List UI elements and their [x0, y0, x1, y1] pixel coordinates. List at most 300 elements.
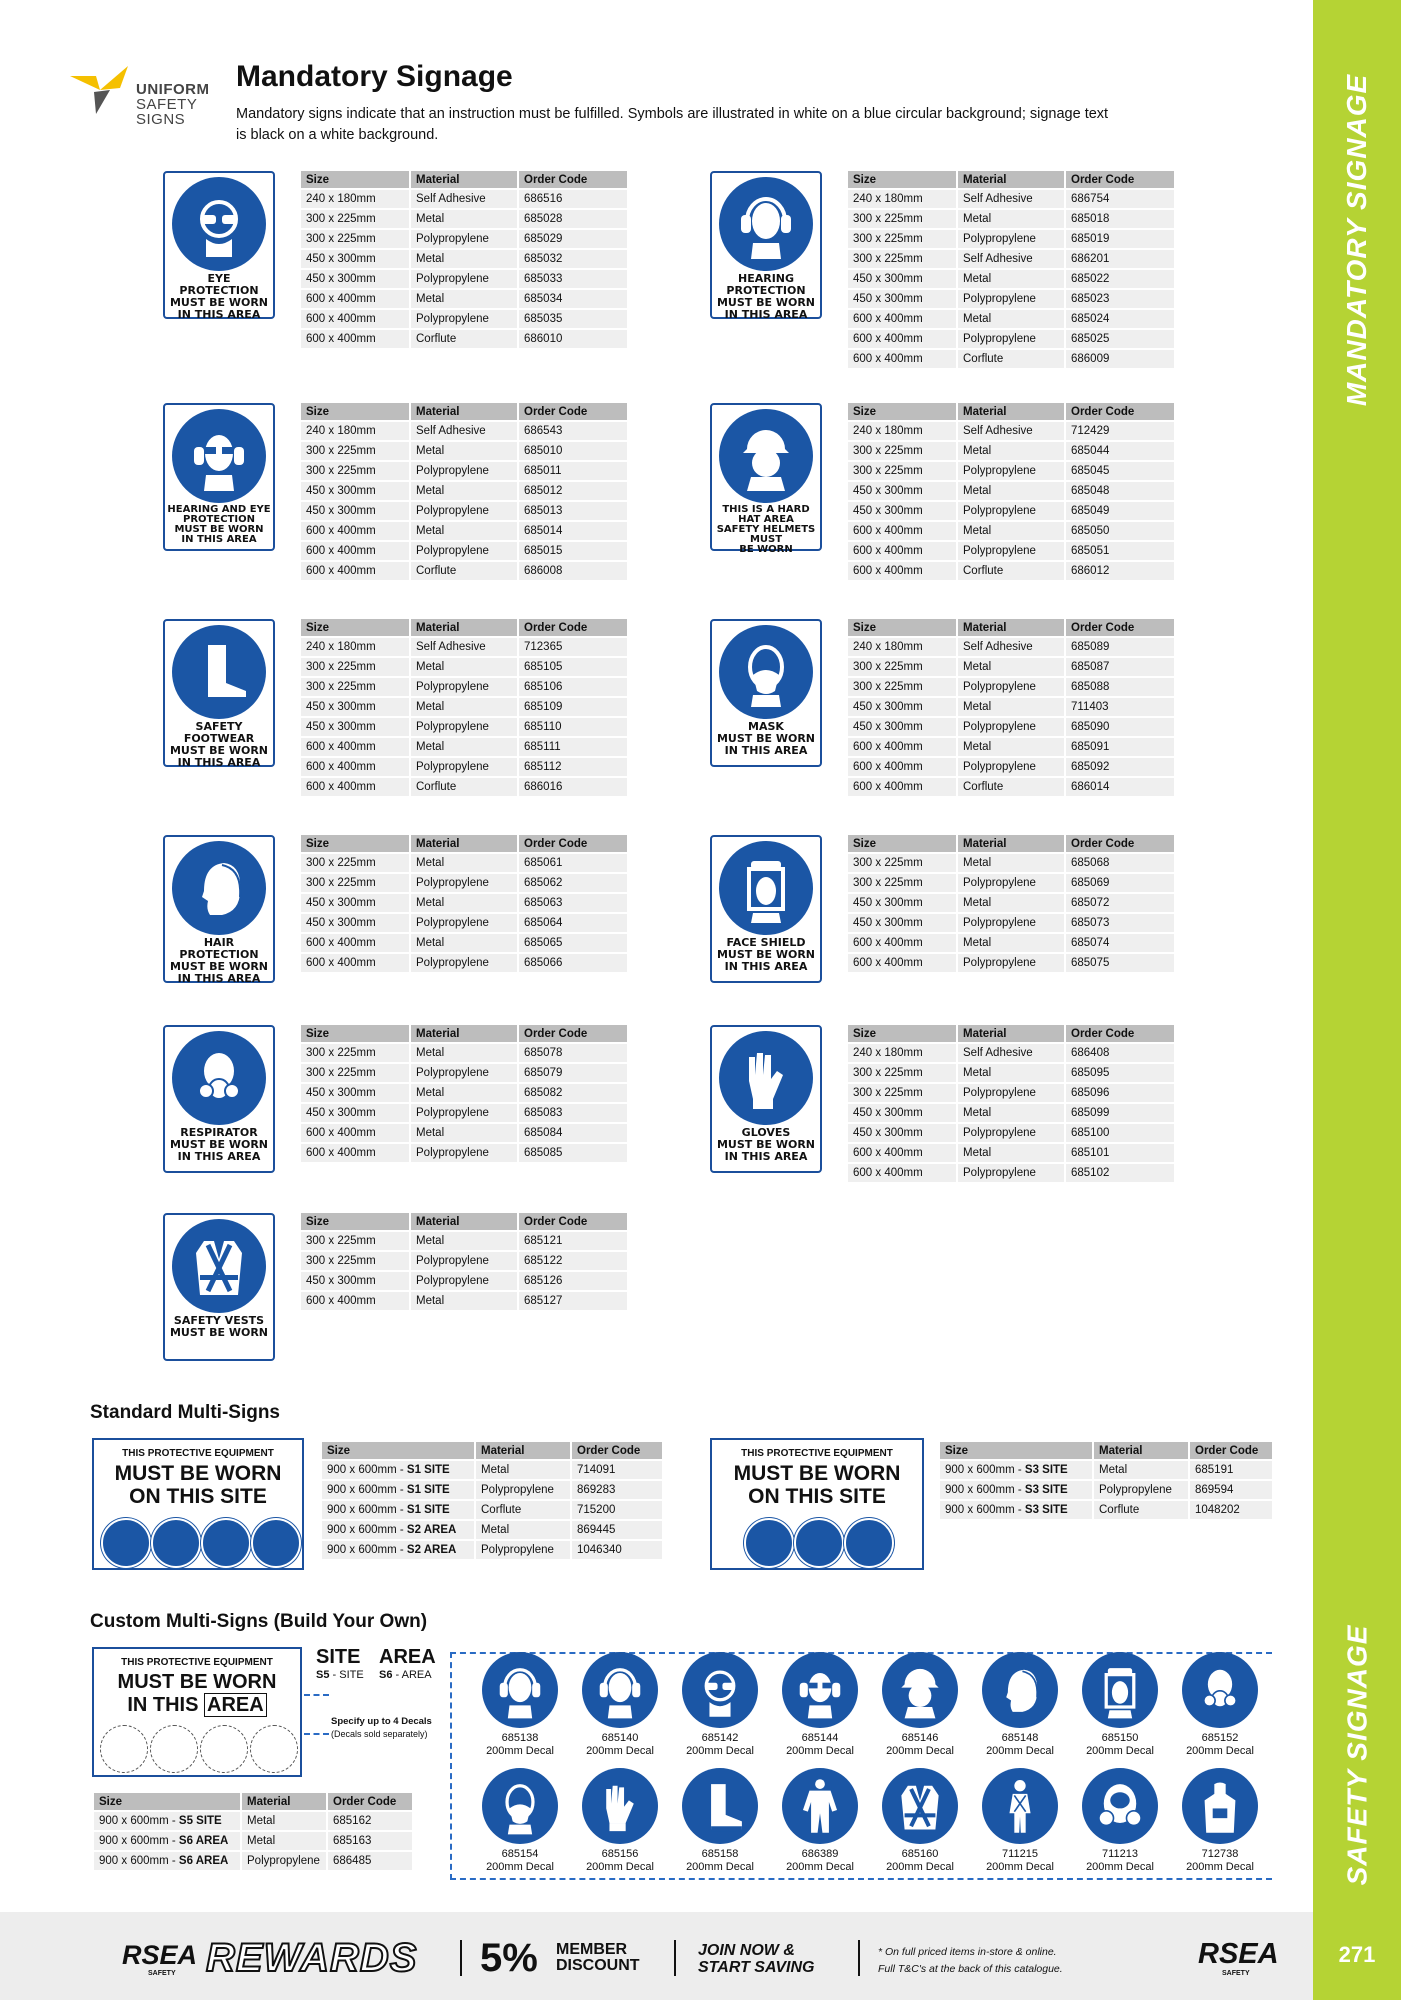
table-row — [301, 562, 627, 580]
table-row — [848, 522, 1174, 540]
table-row — [301, 210, 627, 228]
decal-label: 200mm Decal — [986, 1745, 1054, 1757]
table-row — [301, 658, 627, 676]
col-material: Material — [958, 835, 1064, 852]
col-code: Order Code — [1066, 619, 1174, 636]
col-material: Material — [411, 1025, 517, 1042]
cell-code: 685034 — [519, 290, 627, 308]
col-size: Size — [301, 171, 409, 188]
cell-material: Metal — [242, 1812, 326, 1830]
decal-label: 200mm Decal — [486, 1745, 554, 1757]
col-material: Material — [242, 1793, 326, 1810]
table-row — [940, 1461, 1272, 1479]
cell-material: Metal — [411, 1232, 517, 1250]
cell-code: 685062 — [519, 874, 627, 892]
sign-safety-footwear — [163, 619, 275, 767]
rsea-logo-right-sub: SAFETY — [1222, 1970, 1250, 1977]
cell-size: 450 x 300mm — [848, 698, 956, 716]
table-row — [848, 562, 1174, 580]
cell-code: 685048 — [1066, 482, 1174, 500]
table-row — [848, 1164, 1174, 1182]
cell-code: 685100 — [1066, 1124, 1174, 1142]
cell-material: Metal — [242, 1832, 326, 1850]
decal-685158 — [675, 1768, 765, 1874]
cell-material: Polypropylene — [476, 1481, 570, 1499]
cell-material: Polypropylene — [411, 542, 517, 560]
cell-code: 685051 — [1066, 542, 1174, 560]
table-row — [301, 718, 627, 736]
cell-code: 685013 — [519, 502, 627, 520]
col-size: Size — [94, 1793, 240, 1810]
col-material: Material — [958, 403, 1064, 420]
cell-code: 685121 — [519, 1232, 627, 1250]
rsea-logo-right: RSEA — [1198, 1938, 1279, 1970]
cell-code: 685019 — [1066, 230, 1174, 248]
hearing-eye-protection-icon — [782, 1652, 858, 1728]
cell-size: 900 x 600mm - S1 SITE — [322, 1501, 474, 1519]
standard-multi-title: Standard Multi-Signs — [90, 1402, 280, 1423]
cell-size: 300 x 225mm — [848, 210, 956, 228]
table-row — [301, 1104, 627, 1122]
col-size: Size — [848, 1025, 956, 1042]
cell-size: 600 x 400mm — [301, 954, 409, 972]
cell-size: 600 x 400mm — [848, 778, 956, 796]
cell-size: 600 x 400mm — [301, 310, 409, 328]
cell-size: 600 x 400mm — [301, 758, 409, 776]
safety-footwear-icon — [172, 625, 266, 719]
cell-size: 900 x 600mm - S6 AREA — [94, 1832, 240, 1850]
spec-table — [846, 401, 1176, 582]
cell-material: Polypropylene — [411, 270, 517, 288]
decal-code: 685146 — [901, 1732, 939, 1744]
cell-material: Self Adhesive — [958, 190, 1064, 208]
cell-size: 300 x 225mm — [848, 658, 956, 676]
cell-material: Polypropylene — [411, 1104, 517, 1122]
table-row — [301, 482, 627, 500]
table-row — [848, 658, 1174, 676]
col-material: Material — [958, 1025, 1064, 1042]
cell-code: 685110 — [519, 718, 627, 736]
col-size: Size — [301, 1213, 409, 1230]
cell-size: 300 x 225mm — [848, 250, 956, 268]
sign-hair-protection — [163, 835, 275, 983]
table-row — [848, 934, 1174, 952]
decal-685148 — [975, 1652, 1065, 1758]
safety-vest-icon — [844, 1518, 894, 1568]
decal-label: 200mm Decal — [686, 1745, 754, 1757]
col-code: Order Code — [519, 171, 627, 188]
multi-sign-small-text: THIS PROTECTIVE EQUIPMENT — [122, 1448, 274, 1459]
spec-table — [846, 169, 1176, 370]
cell-code: 685018 — [1066, 210, 1174, 228]
cell-material: Polypropylene — [1094, 1481, 1188, 1499]
table-row — [301, 894, 627, 912]
table-row — [848, 230, 1174, 248]
decal-code: 685140 — [601, 1732, 639, 1744]
cell-material: Polypropylene — [411, 1064, 517, 1082]
cell-material: Metal — [1094, 1461, 1188, 1479]
cell-code: 685035 — [519, 310, 627, 328]
cell-material: Corflute — [411, 330, 517, 348]
col-material: Material — [1094, 1442, 1188, 1459]
col-material: Material — [411, 619, 517, 636]
decal-label: 200mm Decal — [1086, 1745, 1154, 1757]
site-option-code: S5 - SITE — [316, 1669, 364, 1681]
col-size: Size — [848, 835, 956, 852]
cell-code: 685023 — [1066, 290, 1174, 308]
cell-size: 900 x 600mm - S3 SITE — [940, 1481, 1092, 1499]
cell-material: Polypropylene — [411, 678, 517, 696]
cell-size: 300 x 225mm — [301, 658, 409, 676]
hard-hat-icon — [882, 1652, 958, 1728]
cell-code: 685085 — [519, 1144, 627, 1162]
table-row — [301, 638, 627, 656]
decal-685146 — [875, 1652, 965, 1758]
decal-label: 200mm Decal — [886, 1745, 954, 1757]
cell-size: 600 x 400mm — [848, 310, 956, 328]
cell-code: 685075 — [1066, 954, 1174, 972]
cell-material: Corflute — [958, 778, 1064, 796]
standard-table-2 — [938, 1440, 1274, 1521]
multi-sign-site-2 — [710, 1438, 924, 1570]
harness-icon — [982, 1768, 1058, 1844]
cell-size: 600 x 400mm — [848, 542, 956, 560]
cell-size: 300 x 225mm — [848, 874, 956, 892]
sign-mask — [710, 619, 822, 767]
cell-material: Metal — [958, 482, 1064, 500]
cell-size: 600 x 400mm — [848, 934, 956, 952]
area-option-code: S6 - AREA — [379, 1669, 432, 1681]
cell-size: 600 x 400mm — [301, 542, 409, 560]
decal-label: 200mm Decal — [786, 1745, 854, 1757]
decal-slot-1 — [100, 1725, 148, 1773]
table-row — [301, 934, 627, 952]
eye-protection-icon — [101, 1518, 151, 1568]
cell-material: Corflute — [476, 1501, 570, 1519]
custom-sign-small-text: THIS PROTECTIVE EQUIPMENT — [121, 1657, 273, 1668]
cell-size: 300 x 225mm — [301, 462, 409, 480]
cell-code: 685126 — [519, 1272, 627, 1290]
cell-code: 685088 — [1066, 678, 1174, 696]
decal-685144 — [775, 1652, 865, 1758]
table-row — [301, 758, 627, 776]
cell-material: Self Adhesive — [411, 190, 517, 208]
decal-685140 — [575, 1652, 665, 1758]
col-size: Size — [848, 619, 956, 636]
mask-icon — [719, 625, 813, 719]
decal-712738 — [1175, 1768, 1265, 1874]
cell-material: Self Adhesive — [411, 638, 517, 656]
cell-code: 685024 — [1066, 310, 1174, 328]
table-row — [940, 1481, 1272, 1499]
cell-code: 685191 — [1190, 1461, 1272, 1479]
cell-material: Polypropylene — [411, 954, 517, 972]
cell-code: 685063 — [519, 894, 627, 912]
hearing-protection-icon — [719, 177, 813, 271]
cell-material: Polypropylene — [411, 914, 517, 932]
col-material: Material — [411, 1213, 517, 1230]
safety-vest-icon — [251, 1518, 301, 1568]
page-number: 271 — [1338, 1942, 1376, 1967]
decal-code: 685160 — [901, 1848, 939, 1860]
divider — [858, 1940, 860, 1976]
decal-code: 685156 — [601, 1848, 639, 1860]
join-now-link[interactable]: JOIN NOW & START SAVING — [698, 1942, 815, 1976]
table-row — [848, 914, 1174, 932]
cell-code: 686014 — [1066, 778, 1174, 796]
cell-material: Metal — [958, 934, 1064, 952]
spec-table — [846, 1023, 1176, 1184]
cell-material: Corflute — [958, 562, 1064, 580]
table-row — [848, 738, 1174, 756]
cell-size: 600 x 400mm — [848, 522, 956, 540]
cell-size: 600 x 400mm — [301, 562, 409, 580]
col-code: Order Code — [519, 835, 627, 852]
cell-material: Metal — [411, 1044, 517, 1062]
decal-label: 200mm Decal — [1186, 1861, 1254, 1873]
cell-size: 600 x 400mm — [848, 758, 956, 776]
cell-size: 300 x 225mm — [848, 462, 956, 480]
cell-material: Metal — [411, 442, 517, 460]
cell-code: 685127 — [519, 1292, 627, 1310]
cell-code: 715200 — [572, 1501, 662, 1519]
gloves-icon — [582, 1768, 658, 1844]
table-row — [301, 1292, 627, 1310]
cell-size: 240 x 180mm — [301, 638, 409, 656]
cell-code: 685078 — [519, 1044, 627, 1062]
table-row — [322, 1461, 662, 1479]
decal-685138 — [475, 1652, 565, 1758]
table-row — [301, 1084, 627, 1102]
decal-label: 200mm Decal — [1086, 1861, 1154, 1873]
table-row — [848, 482, 1174, 500]
decal-685160 — [875, 1768, 965, 1874]
cell-size: 300 x 225mm — [301, 854, 409, 872]
cell-size: 600 x 400mm — [848, 330, 956, 348]
decal-label: 200mm Decal — [986, 1861, 1054, 1873]
table-row — [94, 1832, 412, 1850]
table-row — [301, 502, 627, 520]
cell-size: 600 x 400mm — [301, 1292, 409, 1310]
decal-685150 — [1075, 1652, 1165, 1758]
brand-line-1: UNIFORM — [136, 81, 210, 98]
cell-code: 685029 — [519, 230, 627, 248]
cell-code: 685109 — [519, 698, 627, 716]
cell-code: 685105 — [519, 658, 627, 676]
sign-eye-protection — [163, 171, 275, 319]
cell-code: 685106 — [519, 678, 627, 696]
cell-material: Polypropylene — [958, 874, 1064, 892]
table-row — [301, 1064, 627, 1082]
cell-code: 685163 — [328, 1832, 412, 1850]
table-row — [940, 1501, 1272, 1519]
hair-protection-icon — [982, 1652, 1058, 1728]
cell-code: 685049 — [1066, 502, 1174, 520]
spec-table — [299, 1211, 629, 1312]
table-row — [301, 678, 627, 696]
table-row — [94, 1852, 412, 1870]
table-row — [848, 462, 1174, 480]
brand-line-2: SAFETY — [136, 96, 198, 113]
cell-code: 685015 — [519, 542, 627, 560]
table-row — [301, 854, 627, 872]
cell-material: Metal — [411, 934, 517, 952]
decal-code: 685154 — [501, 1848, 539, 1860]
cell-size: 600 x 400mm — [301, 934, 409, 952]
cell-size: 300 x 225mm — [848, 230, 956, 248]
cell-material: Metal — [958, 270, 1064, 288]
cell-code: 685065 — [519, 934, 627, 952]
cell-size: 450 x 300mm — [301, 1084, 409, 1102]
cell-material: Metal — [476, 1521, 570, 1539]
gloves-icon — [719, 1031, 813, 1125]
face-shield-icon — [1082, 1652, 1158, 1728]
table-row — [301, 1272, 627, 1290]
table-row — [848, 350, 1174, 368]
table-row — [848, 1104, 1174, 1122]
table-row — [848, 778, 1174, 796]
cell-size: 450 x 300mm — [301, 502, 409, 520]
cell-material: Polypropylene — [476, 1541, 570, 1559]
sign-caption: MASK MUST BE WORN IN THIS AREA — [716, 720, 816, 757]
table-row — [848, 894, 1174, 912]
cell-code: 1046340 — [572, 1541, 662, 1559]
cell-size: 450 x 300mm — [301, 250, 409, 268]
cell-size: 300 x 225mm — [848, 678, 956, 696]
multi-sign-big-text: MUST BE WORN ON THIS SITE — [733, 1462, 901, 1508]
col-size: Size — [301, 619, 409, 636]
sign-caption: FACE SHIELD MUST BE WORN IN THIS AREA — [716, 936, 816, 973]
cell-material: Self Adhesive — [411, 422, 517, 440]
cell-code: 685045 — [1066, 462, 1174, 480]
col-size: Size — [848, 403, 956, 420]
safety-vest-icon — [172, 1219, 266, 1313]
cell-code: 686485 — [328, 1852, 412, 1870]
cell-material: Metal — [958, 442, 1064, 460]
cell-code: 685096 — [1066, 1084, 1174, 1102]
cell-material: Polypropylene — [958, 502, 1064, 520]
cell-code: 685012 — [519, 482, 627, 500]
cell-size: 450 x 300mm — [848, 914, 956, 932]
cell-code: 711403 — [1066, 698, 1174, 716]
col-size: Size — [322, 1442, 474, 1459]
table-row — [848, 190, 1174, 208]
table-row — [301, 1232, 627, 1250]
col-code: Order Code — [1190, 1442, 1272, 1459]
sign-hearing-eye-protection — [163, 403, 275, 551]
table-row — [848, 422, 1174, 440]
table-row — [301, 250, 627, 268]
decal-label: 200mm Decal — [1186, 1745, 1254, 1757]
table-row — [301, 522, 627, 540]
cell-size: 450 x 300mm — [848, 482, 956, 500]
sign-caption: EYE PROTECTION MUST BE WORN IN THIS AREA — [169, 272, 269, 321]
table-row — [848, 1064, 1174, 1082]
cell-code: 685010 — [519, 442, 627, 460]
table-row — [848, 854, 1174, 872]
cell-code: 714091 — [572, 1461, 662, 1479]
col-material: Material — [411, 403, 517, 420]
table-row — [301, 542, 627, 560]
rewards-wordmark: REWARDS — [206, 1936, 418, 1980]
terms-note: * On full priced items in-store & online. Full T&C's at the back of this catalogue. — [878, 1946, 1063, 1975]
cell-size: 450 x 300mm — [301, 914, 409, 932]
cell-material: Metal — [958, 310, 1064, 328]
table-row — [301, 1144, 627, 1162]
col-code: Order Code — [519, 619, 627, 636]
cell-size: 600 x 400mm — [301, 290, 409, 308]
cell-code: 712365 — [519, 638, 627, 656]
col-code: Order Code — [1066, 1025, 1174, 1042]
cell-code: 685028 — [519, 210, 627, 228]
table-row — [301, 310, 627, 328]
decal-slot-4 — [250, 1725, 298, 1773]
table-row — [848, 678, 1174, 696]
brand-logo — [70, 64, 220, 134]
cell-size: 600 x 400mm — [848, 1164, 956, 1182]
decal-code: 685152 — [1201, 1732, 1239, 1744]
cell-size: 900 x 600mm - S2 AREA — [322, 1521, 474, 1539]
member-discount: MEMBER DISCOUNT — [556, 1941, 640, 1974]
cell-size: 450 x 300mm — [301, 894, 409, 912]
cell-material: Polypropylene — [411, 1144, 517, 1162]
sign-caption: HAIR PROTECTION MUST BE WORN IN THIS AREA — [169, 936, 269, 985]
col-size: Size — [301, 835, 409, 852]
safety-footwear-icon — [682, 1768, 758, 1844]
cell-code: 685061 — [519, 854, 627, 872]
table-row — [848, 270, 1174, 288]
cell-code: 685072 — [1066, 894, 1174, 912]
cell-code: 685079 — [519, 1064, 627, 1082]
cell-size: 450 x 300mm — [848, 290, 956, 308]
cell-material: Metal — [411, 210, 517, 228]
decal-code: 685142 — [701, 1732, 739, 1744]
standard-table-1 — [320, 1440, 664, 1561]
table-row — [94, 1812, 412, 1830]
cell-code: 685084 — [519, 1124, 627, 1142]
col-size: Size — [301, 1025, 409, 1042]
cell-code: 712429 — [1066, 422, 1174, 440]
cell-size: 900 x 600mm - S2 AREA — [322, 1541, 474, 1559]
cell-size: 300 x 225mm — [848, 1084, 956, 1102]
table-row — [301, 778, 627, 796]
divider — [460, 1940, 462, 1976]
decal-label: 200mm Decal — [686, 1861, 754, 1873]
table-row — [301, 330, 627, 348]
spec-table — [846, 617, 1176, 798]
cell-code: 686516 — [519, 190, 627, 208]
cell-code: 1048202 — [1190, 1501, 1272, 1519]
table-row — [301, 738, 627, 756]
cell-size: 300 x 225mm — [301, 230, 409, 248]
custom-sign-big-text: MUST BE WORN IN THIS AREA — [117, 1671, 277, 1716]
site-option-label: SITE — [316, 1646, 361, 1668]
table-row — [848, 954, 1174, 972]
table-row — [848, 1044, 1174, 1062]
decal-slot-3 — [200, 1725, 248, 1773]
spec-table — [846, 833, 1176, 974]
decal-slot-2 — [150, 1725, 198, 1773]
page-title: Mandatory Signage — [236, 60, 513, 93]
sign-hard-hat — [710, 403, 822, 555]
cell-code: 685050 — [1066, 522, 1174, 540]
cell-size: 300 x 225mm — [848, 1064, 956, 1082]
cell-material: Polypropylene — [242, 1852, 326, 1870]
sign-caption: RESPIRATOR MUST BE WORN IN THIS AREA — [169, 1126, 269, 1163]
cell-code: 869594 — [1190, 1481, 1272, 1499]
cell-material: Polypropylene — [958, 678, 1064, 696]
table-row — [848, 874, 1174, 892]
